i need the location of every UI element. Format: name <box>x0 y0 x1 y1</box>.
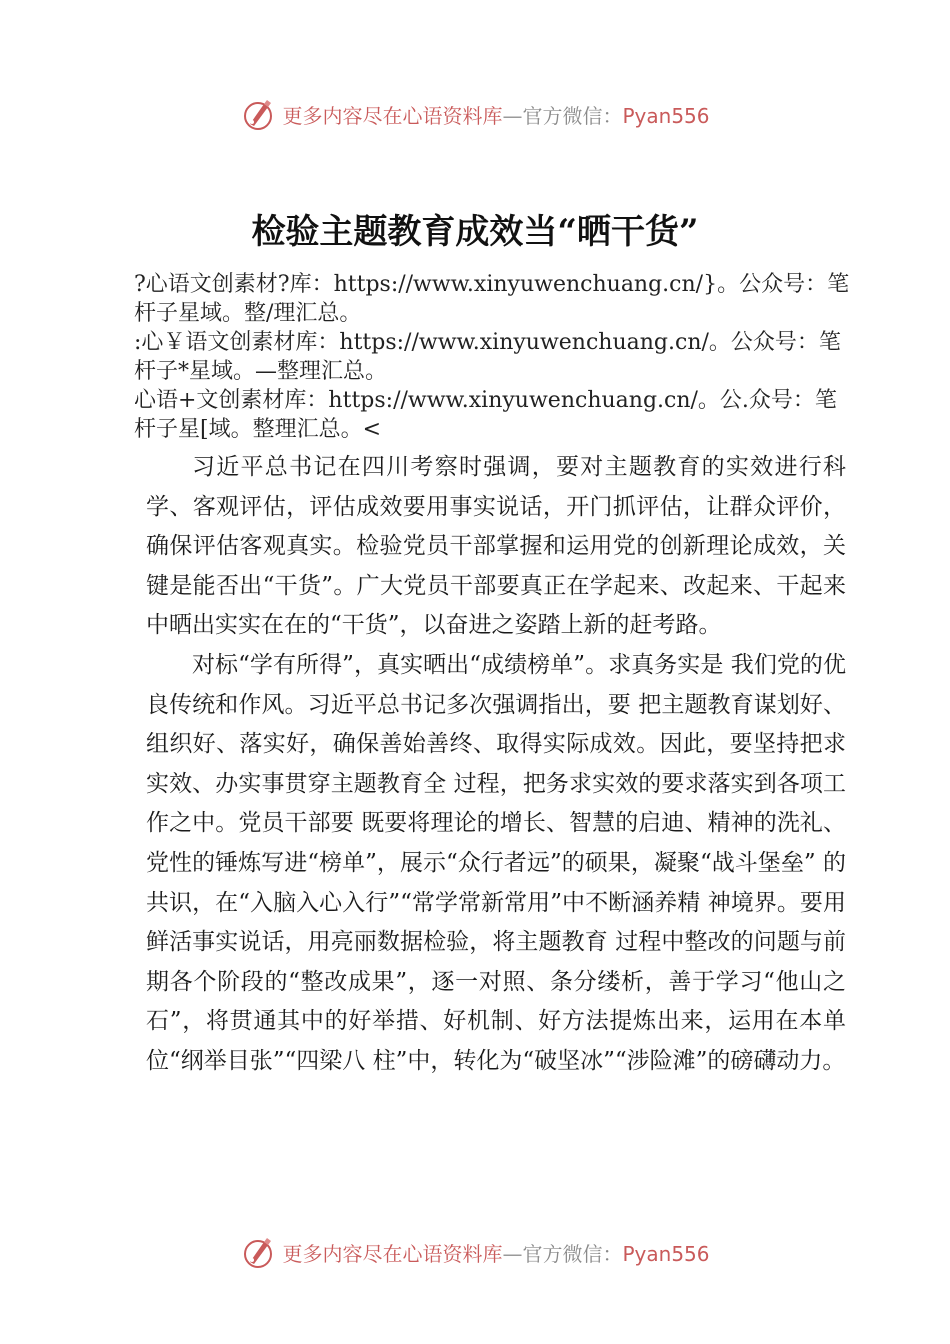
banner-wechat-label: 官方微信： <box>522 103 623 128</box>
pen-logo-icon <box>240 96 276 132</box>
banner-dash: — <box>502 103 523 128</box>
footer-banner <box>0 1232 950 1272</box>
banner-site-name: 更多内容尽在心语资料库 <box>282 103 503 128</box>
header-banner <box>0 94 950 134</box>
article-body <box>146 448 846 1082</box>
paragraph: 习近平总书记在四川考察时强调，要对主题教育的实效进行科学、客观评估，评估成效要用事实说话，开门抓评估，让群众评价，确保评估客观真实。检验党员干部掌握和运用党的创新理论成效，关键是能否出“干货”。广大党员干部要真正在学起来、改起来、干起来中晒出实实在在的“干货”，以奋进之姿踏上新的赶考路。 <box>146 454 846 639</box>
source-line: ?心语文创素材?库：https://www.xinyuwenchuang.cn/}。公众号：笔杆子星域。整/理汇总。 <box>134 272 850 326</box>
banner-dash: — <box>502 1241 523 1266</box>
source-line: 心语+文创素材库：https://www.xinyuwenchuang.cn/。公.众号：笔杆子星[域。整理汇总。< <box>134 388 837 442</box>
source-line: :心￥语文创素材库：https://www.xinyuwenchuang.cn/。公众号：笔杆子*星域。—整理汇总。 <box>134 330 841 384</box>
paragraph: 对标“学有所得”，真实晒出“成绩榜单”。求真务实是 我们党的优良传统和作风。习近平总书记多次强调指出，要 把主题教育谋划好、组织好、落实好，确保善始善终、取得实际成效。因此，要坚持把求实效、办实事贯穿主题教育全 过程，把务求实效的要求落实到各项工作之中。党员干部要 既要将理论的增长、智慧的启迪、精神的洗礼、党性的锤炼写进“榜单”，展示“众行者远”的硕果，凝聚“战斗堡垒” 的共识，在“入脑入心入行”“常学常新常用”中不断涵养精 神境界。要用鲜活事实说话，用亮丽数据检验，将主题教育 过程中整改的问题与前期各个阶段的“整改成果”，逐一对照、条分缕析，善于学习“他山之石”，将贯通其中的好举措、好机制、好方法提炼出来，运用在本单位“纲举目张”“四梁八 柱”中，转化为“破坚冰”“涉险滩”的磅礴动力。 <box>146 651 846 1074</box>
banner-site-name: 更多内容尽在心语资料库 <box>282 1241 503 1266</box>
document-title: 检验主题教育成效当“晒干货” <box>251 212 699 252</box>
pen-logo-icon <box>240 1234 276 1270</box>
banner-wechat-label: 官方微信： <box>522 1241 623 1266</box>
banner-wechat-id: Pyan556 <box>622 1241 710 1266</box>
banner-text <box>282 1238 709 1267</box>
source-lines <box>134 270 854 444</box>
banner-wechat-id: Pyan556 <box>622 103 710 128</box>
banner-text <box>282 100 709 129</box>
